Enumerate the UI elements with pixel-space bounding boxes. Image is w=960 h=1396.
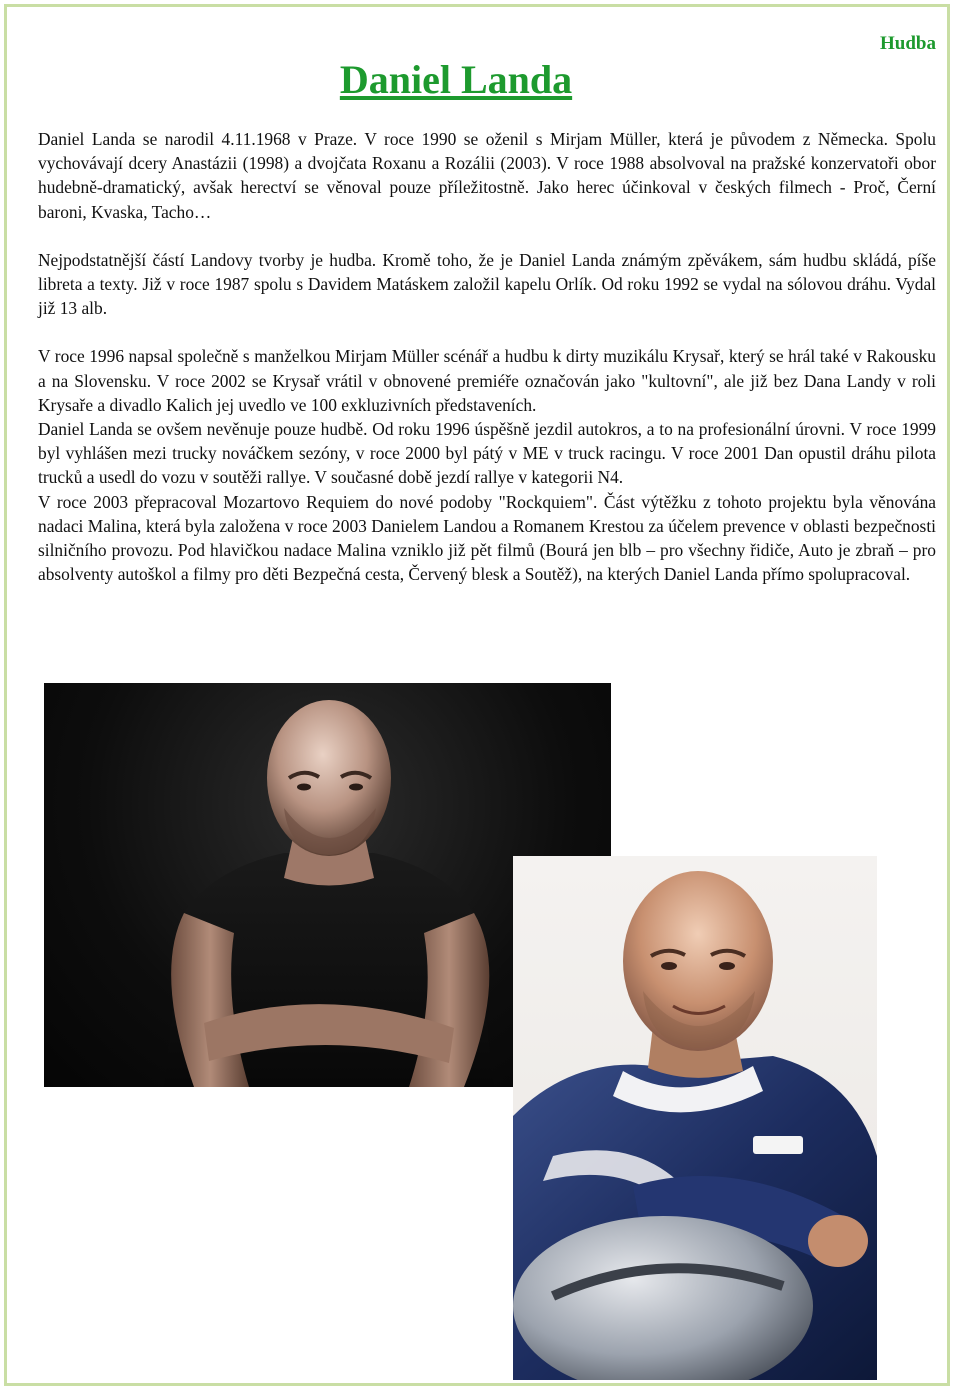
paragraph-music: Nejpodstatnější částí Landovy tvorby je hudba. Kromě toho, že je Daniel Landa známým zpěvákem, sám hudbu skládá, píše libreta a texty. Již v roce 1987 spolu s Davidem Matáskem založil kapelu Orlík. Od roku 1992 se vydal na sólovou dráhu. Vydal již 13 alb.	[38, 249, 936, 319]
paragraph-musical: V roce 1996 napsal společně s manželkou Mirjam Müller scénář a hudbu k dirty muzikálu Krysař, který se hrál také v Rakousku a na Slovensku. V roce 2002 se Krysař vrátil v obnovené premiéře označován jako "kultovní", ale již bez Dana Landy v roli Krysaře a divadlo Kalich jej uvedlo ve 100 exkluzivních představeních.	[38, 346, 936, 415]
paragraph-rockquiem: V roce 2003 přepracoval Mozartovo Requiem do nové podoby "Rockquiem". Část výtěžku z tohoto projektu byla věnována nadaci Malina, která byla založena v roce 2003 Danielem Landou a Romanem Krestou za účelem prevence v oblasti bezpečnosti silničního provozu. Pod hlavičkou nadace Malina vzniklo již pět filmů (Bourá jen blb – pro všechny řidiče, Auto je zbraň – pro absolventy autoškol a filmy pro děti Bezpečná cesta, Červený blesk a Soutěž), na kterých Daniel Landa přímo spolupracoval.	[38, 491, 936, 585]
category-label: Hudba	[880, 33, 936, 54]
paragraph-biography: Daniel Landa se narodil 4.11.1968 v Praze. V roce 1990 se oženil s Mirjam Müller, která je původem z Německa. Spolu vychovávají dcery Anastázii (1998) a dvojčata Roxanu a Rozálii (2003). V roce 1988 absolvoval na pražské konzervatoři obor hudebně-dramatický, avšak herectví se věnoval pouze příležitostně. Jako herec účinkoval v českých filmech - Proč, Černí baroni, Kvaska, Tacho…	[38, 129, 936, 222]
page-title: Daniel Landa	[339, 57, 573, 102]
portrait-photo-racing	[513, 856, 877, 1380]
article-body	[38, 127, 936, 586]
portrait-racing-illustration	[513, 856, 877, 1380]
paragraph-racing: Daniel Landa se ovšem nevěnuje pouze hudbě. Od roku 1996 úspěšně jezdil autokros, a to na profesionální úrovni. V roce 1999 byl vyhlášen mezi trucky nováčkem sezóny, v roce 2000 byl pátý v ME v truck racingu. V roce 2001 Dan opustil dráhu pilota trucků a usedl do vozu v soutěži rallye. V současné době jezdí rallye v kategorii N4.	[38, 419, 936, 488]
